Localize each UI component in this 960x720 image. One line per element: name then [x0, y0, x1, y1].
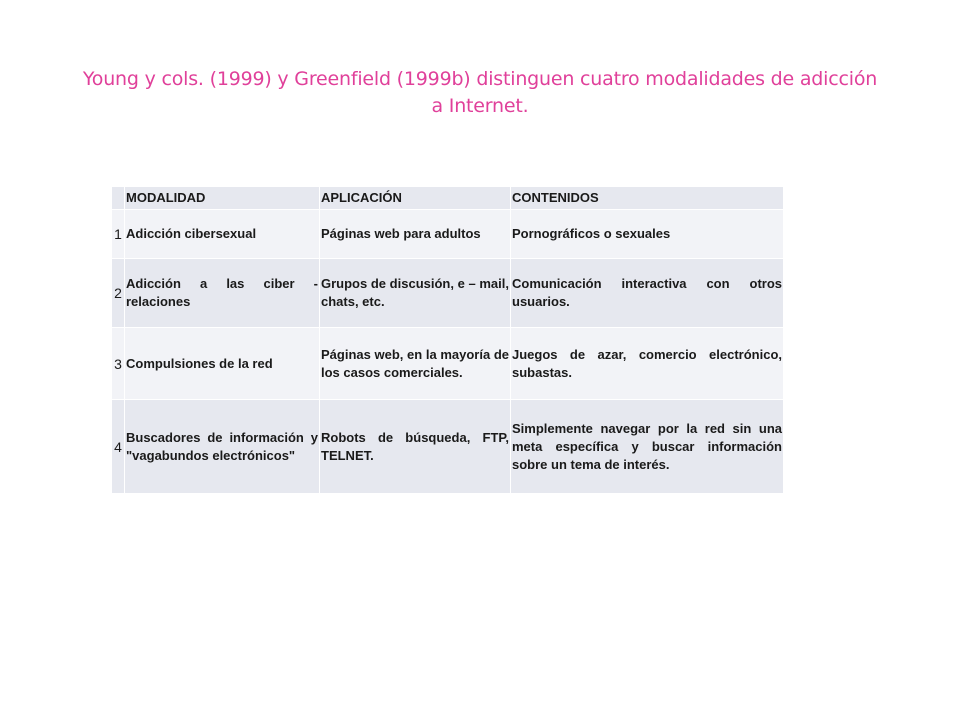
cell-modalidad: Adicción cibersexual [125, 210, 320, 259]
cell-modalidad: Compulsiones de la red [125, 328, 320, 400]
header-cell-aplicacion: APLICACIÓN [320, 187, 511, 210]
row-number: 2 [112, 259, 125, 328]
addiction-modalities-table [111, 186, 784, 494]
cell-contenidos: Juegos de azar, comercio electrónico, subastas. [511, 328, 784, 400]
cell-contenidos: Pornográficos o sexuales [511, 210, 784, 259]
cell-aplicacion: Grupos de discusión, e – mail, chats, etc. [320, 259, 511, 328]
slide-title: Young y cols. (1999) y Greenfield (1999b) distinguen cuatro modalidades de adicción a Internet. [82, 68, 878, 117]
header-cell-contenidos: CONTENIDOS [511, 187, 784, 210]
table-row [112, 400, 784, 494]
cell-modalidad: Buscadores de información y "vagabundos electrónicos" [125, 400, 320, 494]
cell-aplicacion: Robots de búsqueda, FTP, TELNET. [320, 400, 511, 494]
table-row [112, 328, 784, 400]
cell-contenidos: Comunicación interactiva con otros usuarios. [511, 259, 784, 328]
cell-modalidad: Adicción a las ciber - relaciones [125, 259, 320, 328]
table-row [112, 259, 784, 328]
cell-contenidos: Simplemente navegar por la red sin una meta específica y buscar información sobre un tema de interés. [511, 400, 784, 494]
header-cell-modalidad: MODALIDAD [125, 187, 320, 210]
header-cell-number [112, 187, 125, 210]
row-number: 4 [112, 400, 125, 494]
cell-aplicacion: Páginas web, en la mayoría de los casos comerciales. [320, 328, 511, 400]
row-number: 1 [112, 210, 125, 259]
cell-aplicacion: Páginas web para adultos [320, 210, 511, 259]
table-header-row [112, 187, 784, 210]
row-number: 3 [112, 328, 125, 400]
table-row [112, 210, 784, 259]
